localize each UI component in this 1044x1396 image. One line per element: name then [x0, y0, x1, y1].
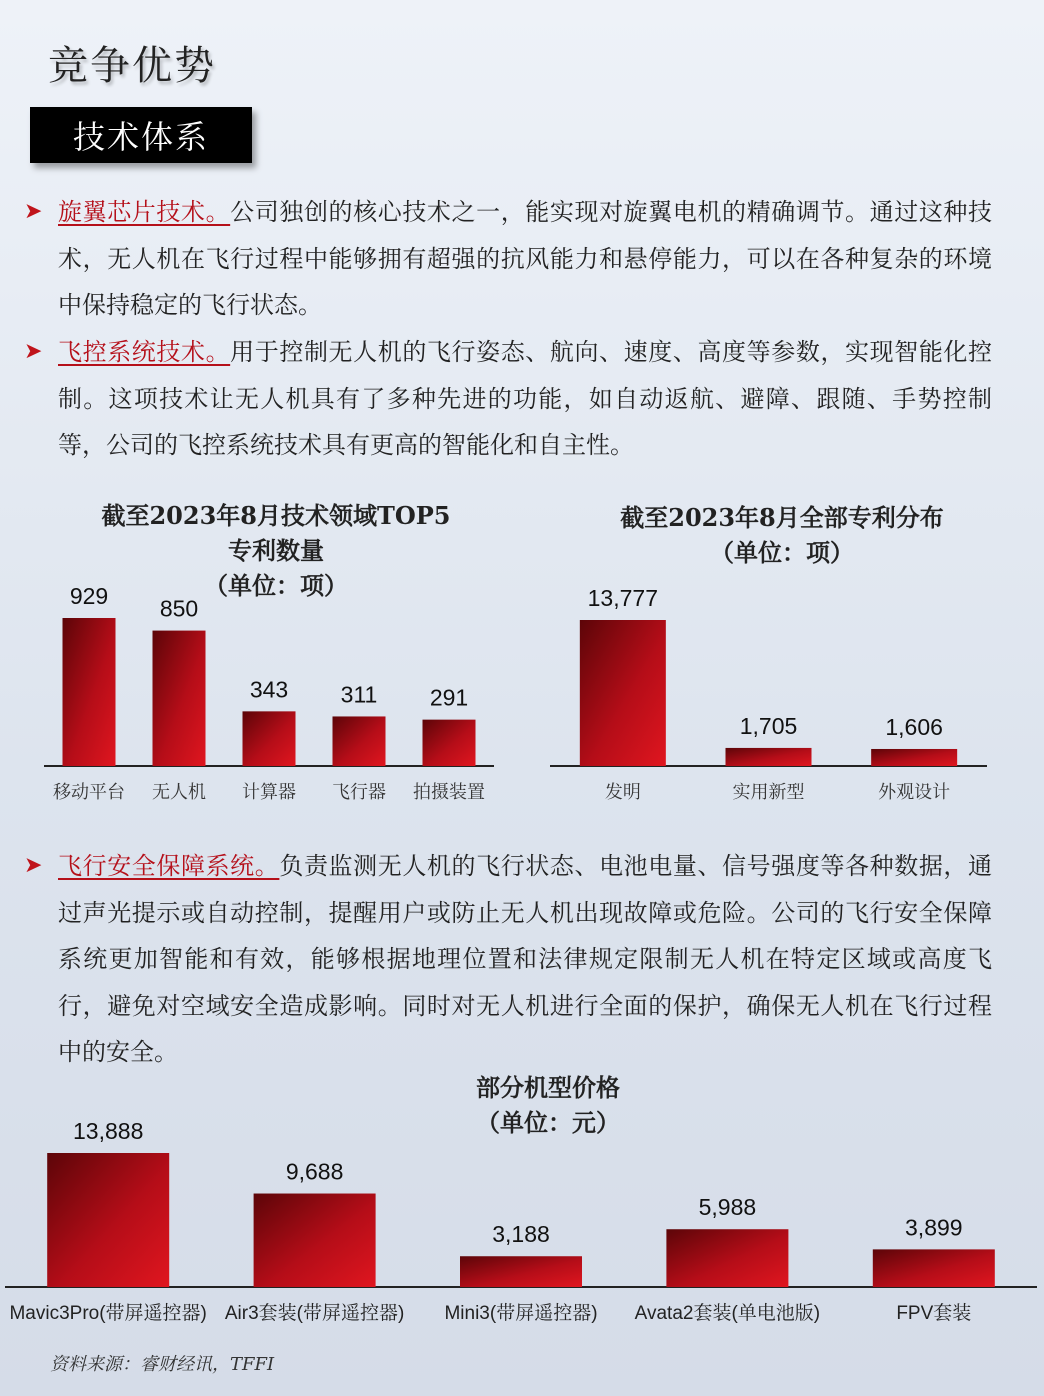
bar	[423, 720, 476, 766]
bar	[873, 1249, 995, 1287]
data-label: 850	[159, 595, 199, 622]
chart-patent-distribution	[540, 495, 1010, 815]
category-label: 计算器	[242, 782, 296, 803]
data-label: 343	[249, 676, 289, 703]
data-label: 929	[69, 583, 109, 609]
paragraph-rotor-chip	[24, 189, 993, 329]
data-label: 3,188	[492, 1221, 550, 1248]
data-label: 1,606	[885, 713, 943, 740]
chart-title: 截至2023年8月技术领域TOP5	[101, 501, 451, 530]
bar	[871, 749, 957, 766]
source-note: 资料来源：睿财经讯，TFFI	[50, 1354, 275, 1375]
category-label: FPV套装	[896, 1303, 972, 1324]
arrow-bullet-icon: ➤	[24, 853, 43, 878]
category-label: 外观设计	[878, 782, 951, 803]
category-label: Air3套装(带屏遥控器)	[224, 1303, 405, 1324]
page-title: 竞争优势	[48, 43, 216, 89]
bar	[333, 716, 386, 766]
data-label: 1,705	[739, 712, 798, 739]
category-label: Avata2套装(单电池版)	[634, 1303, 821, 1324]
paragraph-text: 负责监测无人机的飞行状态、电池电量、信号强度等各种数据，通过声光提示或自动控制，提醒用户或防止无人机出现故障或危险。公司的飞行安全保障系统更加智能和有效，能够根据地理位置和法律规定限制无人机在特定区域或高度飞行，避免对空域安全造成影响。同时对无人机进行全面的保护，确保无人机在飞行过程中的安全。	[58, 852, 993, 1066]
data-label: 13,888	[73, 1118, 144, 1144]
data-label: 3,899	[905, 1214, 963, 1241]
paragraph-highlight: 飞控系统技术。	[58, 338, 231, 366]
bar	[726, 748, 812, 766]
chart-model-prices	[0, 1068, 1044, 1338]
paragraph-text: 用于控制无人机的飞行姿态、航向、速度、高度等参数，实现智能化控制。这项技术让无人机具有了多种先进的功能，如自动返航、避障、跟随、手势控制等，公司的飞控系统技术具有更高的智能化和自主性。	[58, 338, 993, 459]
bar	[47, 1153, 169, 1287]
bar	[254, 1194, 376, 1287]
category-label: 移动平台	[53, 782, 125, 803]
chart-tech-top5	[30, 495, 510, 815]
paragraph-flight-safety	[24, 843, 993, 1076]
data-label: 9,688	[285, 1158, 344, 1185]
chart-title: （单位：项）	[710, 538, 854, 567]
data-label: 13,777	[587, 585, 659, 611]
chart-title: （单位：项）	[204, 571, 348, 600]
paragraph-highlight: 旋翼芯片技术。	[58, 198, 231, 226]
category-label: 发明	[604, 782, 641, 803]
paragraph-text: 公司独创的核心技术之一，能实现对旋翼电机的精确调节。通过这种技术，无人机在飞行过程中能够拥有超强的抗风能力和悬停能力，可以在各种复杂的环境中保持稳定的飞行状态。	[58, 198, 993, 319]
data-label: 291	[429, 684, 469, 711]
category-label: 无人机	[152, 782, 206, 803]
data-label: 5,988	[698, 1194, 757, 1221]
chart-title: （单位：元）	[476, 1108, 620, 1137]
chart-title: 部分机型价格	[476, 1073, 620, 1102]
paragraph-highlight: 飞行安全保障系统。	[58, 852, 280, 880]
section-banner: 技术体系	[30, 107, 252, 163]
arrow-bullet-icon: ➤	[24, 199, 43, 224]
category-label: 拍摄装置	[413, 782, 485, 803]
category-label: Mavic3Pro(带屏遥控器)	[9, 1303, 207, 1324]
bar	[243, 711, 296, 766]
category-label: Mini3(带屏遥控器)	[444, 1303, 598, 1324]
bar	[63, 618, 116, 766]
bar	[153, 631, 206, 766]
paragraph-flight-control	[24, 329, 993, 469]
bar	[460, 1256, 582, 1287]
chart-title: 专利数量	[228, 536, 324, 565]
category-label: 飞行器	[332, 782, 386, 803]
arrow-bullet-icon: ➤	[24, 339, 43, 364]
chart-title: 截至2023年8月全部专利分布	[620, 503, 944, 532]
bar	[666, 1229, 788, 1287]
category-label: 实用新型	[732, 782, 805, 803]
data-label: 311	[340, 681, 378, 708]
bar	[580, 620, 666, 766]
